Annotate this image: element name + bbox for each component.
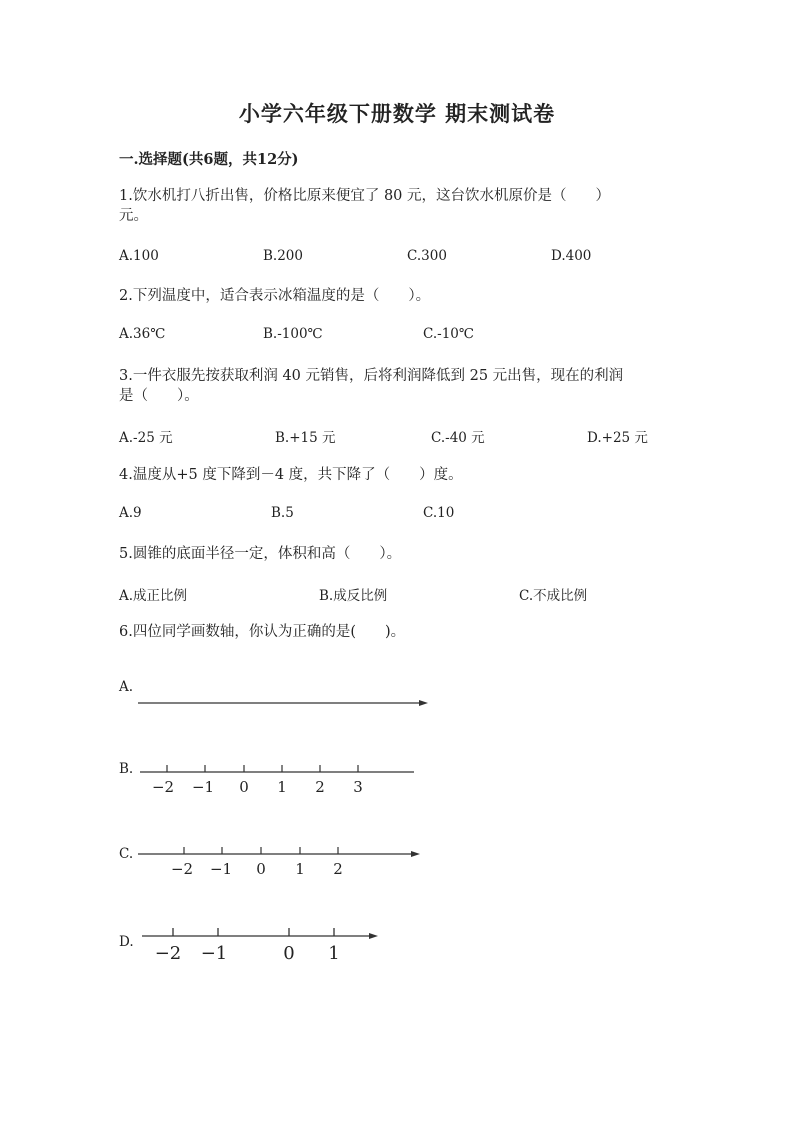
number-line-b-tick-label: −1 — [191, 778, 215, 796]
number-line-b-tick-label: 3 — [353, 778, 363, 796]
question-2-option-c: C.-10℃ — [423, 326, 474, 342]
number-line-c-tick-label: −2 — [170, 860, 194, 878]
number-line-d — [142, 928, 378, 964]
question-2-option-a: A.36℃ — [119, 326, 166, 342]
number-line-c — [138, 847, 420, 878]
question-5-option-c: C.不成比例 — [519, 588, 588, 604]
question-3-stem-line1: 3.一件衣服先按获取利润 40 元销售，后将利润降低到 25 元出售，现在的利润 — [119, 368, 624, 384]
number-line-d-tick-label: 0 — [283, 943, 295, 964]
number-line-d-tick-label: 1 — [328, 943, 340, 964]
number-line-b-tick-label: 1 — [277, 778, 287, 796]
number-line-d-label: D. — [119, 934, 134, 950]
number-line-b-tick-label: 0 — [239, 778, 249, 796]
question-2-stem: 2.下列温度中，适合表示冰箱温度的是（ ）。 — [119, 288, 431, 304]
number-line-b-tick-label: −2 — [151, 778, 175, 796]
question-2-option-b: B.-100℃ — [263, 326, 323, 342]
number-line-c-tick-label: −1 — [209, 860, 233, 878]
number-line-c-label: C. — [119, 846, 134, 862]
question-6-stem: 6.四位同学画数轴，你认为正确的是( )。 — [119, 624, 406, 640]
question-1-stem-line1: 1.饮水机打八折出售，价格比原来便宜了 80 元，这台饮水机原价是（ ） — [119, 188, 611, 204]
number-line-d-arrow — [369, 933, 378, 939]
question-3-option-d: D.+25 元 — [587, 430, 648, 446]
number-line-c-tick-label: 1 — [295, 860, 305, 878]
question-1-option-a: A.100 — [119, 248, 159, 264]
number-line-a — [138, 700, 428, 706]
number-line-d-tick-label: −2 — [154, 943, 182, 964]
question-1-option-d: D.400 — [551, 248, 592, 264]
question-1-stem-line2: 元。 — [119, 208, 148, 224]
question-4-option-a: A.9 — [119, 505, 142, 521]
question-3-stem-line2: 是（ ）。 — [119, 388, 199, 404]
number-line-b-label: B. — [119, 761, 134, 777]
question-1-option-b: B.200 — [263, 248, 303, 264]
number-line-d-tick-label: −1 — [200, 943, 228, 964]
question-5-option-b: B.成反比例 — [319, 588, 388, 604]
number-line-a-label: A. — [119, 679, 134, 695]
number-line-b-tick-label: 2 — [315, 778, 325, 796]
number-line-c-tick-label: 0 — [256, 860, 266, 878]
number-line-c-arrow — [411, 851, 420, 857]
question-1-option-c: C.300 — [407, 248, 447, 264]
question-4-option-c: C.10 — [423, 505, 455, 521]
question-4-option-b: B.5 — [271, 505, 294, 521]
question-5-option-a: A.成正比例 — [119, 588, 188, 604]
question-5-stem: 5.圆锥的底面半径一定，体积和高（ ）。 — [119, 546, 402, 562]
question-3-option-a: A.-25 元 — [119, 430, 173, 446]
number-line-c-tick-label: 2 — [333, 860, 343, 878]
page-title: 小学六年级下册数学 期末测试卷 — [238, 101, 556, 126]
question-3-option-b: B.+15 元 — [275, 430, 336, 446]
question-3-option-c: C.-40 元 — [431, 430, 485, 446]
number-line-a-arrow — [419, 700, 428, 706]
question-4-stem: 4.温度从+5 度下降到－4 度，共下降了（ ）度。 — [119, 467, 463, 483]
number-line-b — [140, 765, 414, 796]
section-heading: 一.选择题(共6题，共12分) — [119, 151, 299, 168]
